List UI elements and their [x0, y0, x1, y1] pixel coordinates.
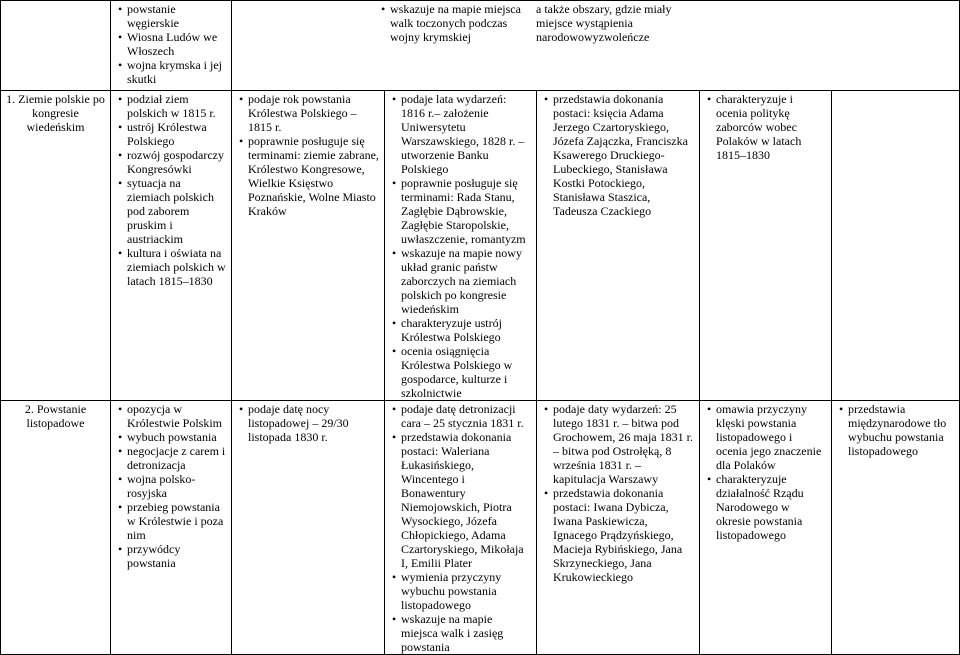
list-item: • podaje datę nocy listopadowej – 29/30 listopada 1830 r.: [237, 402, 379, 444]
list-item: • ustrój Królestwa Polskiego: [116, 120, 226, 148]
list-item: • podział ziem polskich w 1815 r.: [116, 92, 226, 120]
cell-req-3: [537, 91, 700, 401]
list-item: • wybuch powstania: [116, 430, 226, 444]
list-item: • wskazuje na mapie nowy układ granic państw zaborczych na ziemiach polskich po kongresie wiedeńskim: [390, 246, 531, 316]
content-list: [116, 92, 226, 288]
cell-content: [111, 401, 232, 655]
cell-content-continuation: [111, 1, 232, 91]
cell-req-2: [385, 91, 537, 401]
requirements-list: [237, 402, 379, 444]
requirements-list: [237, 92, 379, 218]
list-item: • przedstawia dokonania postaci: Waleriana Łukasińskiego, Wincentego i Bonawentury Niemojowskich, Piotra Wysockiego, Józefa Chłopickiego, Adama Czartoryskiego, Mikołaja I, Emilii Plater: [390, 430, 531, 570]
list-item: • omawia przyczyny klęski powstania listopadowego i ocenia jego znaczenie dla Polaków: [705, 402, 826, 472]
list-item: • charakteryzuje działalność Rządu Narodowego w okresie powstania listopadowego: [705, 472, 826, 542]
requirements-list: [542, 92, 694, 218]
list-item: • charakteryzuje ustrój Królestwa Polskiego: [390, 316, 531, 344]
content-list: [116, 402, 226, 570]
list-item: • przedstawia międzynarodowe tło wybuchu powstania listopadowego: [837, 402, 954, 458]
requirements-list: [390, 402, 531, 654]
list-item: • podaje rok powstania Królestwa Polskiego – 1815 r.: [237, 92, 379, 134]
cell-content: [111, 91, 232, 401]
cell-req-3: [537, 401, 700, 655]
list-item: • poprawnie posługuje się terminami: ziemie zabrane, Królestwo Kongresowe, Wielkie Księstwo Poznańskie, Wolne Miasto Kraków: [237, 134, 379, 218]
list-item: • wojna polsko-rosyjska: [116, 472, 226, 500]
cell-req-4: [700, 91, 832, 401]
list-item: • sytuacja na ziemiach polskich pod zaborem pruskim i austriackim: [116, 176, 226, 246]
list-item: • przywódcy powstania: [116, 542, 226, 570]
requirements-list: [379, 2, 531, 44]
list-item: • kultura i oświata na ziemiach polskich w latach 1815–1830: [116, 246, 226, 288]
requirements-list: [705, 402, 826, 542]
list-item: • powstanie węgierskie: [116, 2, 226, 30]
list-item: • przedstawia dokonania postaci: Iwana Dybicza, Iwana Paskiewicza, Ignacego Prądzyńskiego, Macieja Rybińskiego, Jana Skrzyneckiego, Jana Krukowieckiego: [542, 486, 694, 584]
list-item: • Wiosna Ludów we Włoszech: [116, 30, 226, 58]
requirements-list: [837, 402, 954, 458]
list-item: • podaje lata wydarzeń: 1816 r.– założenie Uniwersytetu Warszawskiego, 1828 r. – utworzenie Banku Polskiego: [390, 92, 531, 176]
cell-req-2: [385, 401, 537, 655]
list-item: • ocenia osiągnięcia Królestwa Polskiego w gospodarce, kulturze i szkolnictwie: [390, 344, 531, 400]
cell-topic: 1. Ziemie polskie po kongresie wiedeńskim: [1, 91, 111, 401]
cell-topic: 2. Powstanie listopadowe: [1, 401, 111, 655]
cell-req-1: [232, 91, 385, 401]
requirements-list: [542, 402, 694, 584]
list-item: • negocjacje z carem i detronizacja: [116, 444, 226, 472]
cell-req-4: [700, 401, 832, 655]
cell-topic-empty: [1, 1, 111, 91]
list-item: • poprawnie posługuje się terminami: Rada Stanu, Zagłębie Dąbrowskie, Zagłębie Staropolskie, uwłaszczenie, romantyzm: [390, 176, 531, 246]
list-item: • wskazuje na mapie miejsca walk toczonych podczas wojny krymskiej: [379, 2, 531, 44]
list-item: • rozwój gospodarczy Kongresówki: [116, 148, 226, 176]
list-item: • charakteryzuje i ocenia politykę zaborców wobec Polaków w latach 1815–1830: [705, 92, 826, 162]
cell-req-5: [832, 91, 960, 401]
list-item: • przedstawia dokonania postaci: księcia Adama Jerzego Czartoryskiego, Józefa Zajączka, Franciszka Ksawerego Druckiego-Lubeckiego, Stanisława Kostki Potockiego, Stanisława Staszica, Tadeusza Czackiego: [542, 92, 694, 218]
list-item: • wskazuje na mapie miejsca walk i zasięg powstania: [390, 612, 531, 654]
list-item: • wojna krymska i jej skutki: [116, 58, 226, 86]
requirements-text: a także obszary, gdzie miały miejsce wystąpienia narodowowyzwoleńcze: [536, 2, 672, 44]
list-item: • podaje daty wydarzeń: 25 lutego 1831 r. – bitwa pod Grochowem, 26 maja 1831 r. – bitwa pod Ostrołęką, 8 września 1831 r. – kapitulacja Warszawy: [542, 402, 694, 486]
table-row-continuation: [1, 1, 960, 91]
cell-req-1: [232, 401, 385, 655]
list-item: • opozycja w Królestwie Polskim: [116, 402, 226, 430]
requirements-list: [705, 92, 826, 162]
list-item: • przebieg powstania w Królestwie i poza nim: [116, 500, 226, 542]
requirements-list: [390, 92, 531, 400]
cell-section-header: [232, 1, 960, 91]
content-list: [116, 2, 226, 86]
table-row-lesson-2: [1, 401, 960, 655]
list-item: • wymienia przyczyny wybuchu powstania listopadowego: [390, 570, 531, 612]
cell-req-5: [832, 401, 960, 655]
list-item: • podaje datę detronizacji cara – 25 stycznia 1831 r.: [390, 402, 531, 430]
table-row-lesson-1: [1, 91, 960, 401]
